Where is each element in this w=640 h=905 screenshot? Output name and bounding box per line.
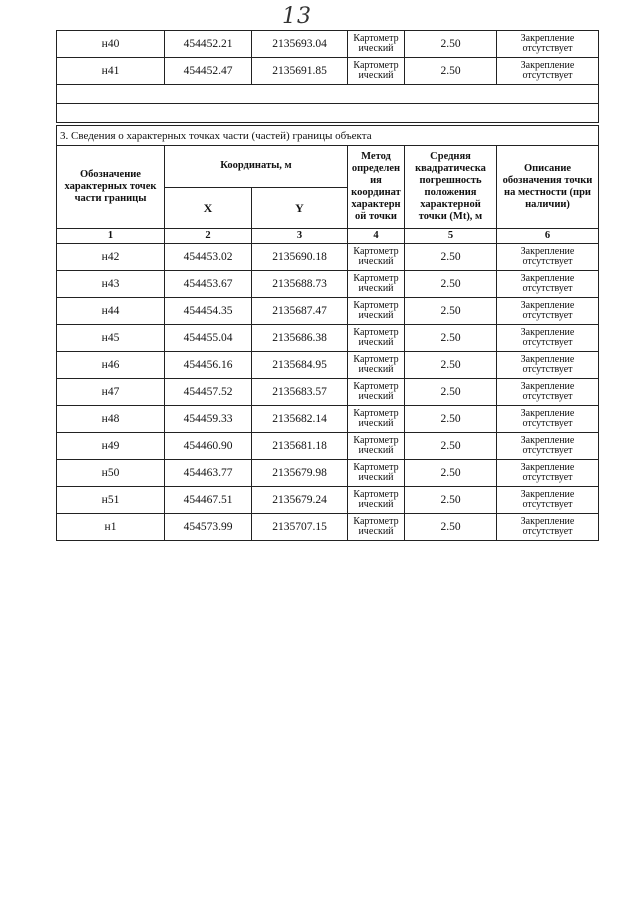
header-x: X — [165, 187, 252, 229]
coord-x: 454453.67 — [165, 271, 252, 298]
point-id: н44 — [57, 298, 165, 325]
coord-y: 2135679.98 — [252, 460, 348, 487]
description-cell: Закрепление отсутствует — [497, 460, 599, 487]
header-coordinates: Координаты, м — [165, 146, 348, 188]
header-designation: Обозначение характерных точек части границы — [57, 146, 165, 229]
method-cell: Картометр ический — [348, 271, 405, 298]
section-title: 3. Сведения о характерных точках части (частей) границы объекта — [57, 126, 599, 146]
col-number-5: 5 — [405, 229, 497, 244]
table-row — [57, 514, 599, 541]
table-row — [57, 271, 599, 298]
col-number-1: 1 — [57, 229, 165, 244]
method-cell: Картометр ический — [348, 244, 405, 271]
coord-y: 2135682.14 — [252, 406, 348, 433]
description-cell: Закрепление отсутствует — [497, 31, 599, 58]
method-cell: Картометр ический — [348, 406, 405, 433]
method-cell: Картометр ический — [348, 352, 405, 379]
point-id: н40 — [57, 31, 165, 58]
error-cell: 2.50 — [405, 379, 497, 406]
coord-x: 454452.21 — [165, 31, 252, 58]
header-y: Y — [252, 187, 348, 229]
description-cell: Закрепление отсутствует — [497, 379, 599, 406]
error-cell: 2.50 — [405, 58, 497, 85]
method-cell: Картометр ический — [348, 379, 405, 406]
top-continuation-table — [56, 30, 599, 123]
coord-y: 2135686.38 — [252, 325, 348, 352]
error-cell: 2.50 — [405, 352, 497, 379]
header-error: Средняя квадратическа погрешность положения характерной точки (Mt), м — [405, 146, 497, 229]
coord-x: 454457.52 — [165, 379, 252, 406]
point-id: н41 — [57, 58, 165, 85]
coord-y: 2135683.57 — [252, 379, 348, 406]
description-cell: Закрепление отсутствует — [497, 298, 599, 325]
point-id: н43 — [57, 271, 165, 298]
coord-x: 454459.33 — [165, 406, 252, 433]
point-id: н48 — [57, 406, 165, 433]
error-cell: 2.50 — [405, 244, 497, 271]
description-cell: Закрепление отсутствует — [497, 433, 599, 460]
point-id: н49 — [57, 433, 165, 460]
error-cell: 2.50 — [405, 325, 497, 352]
point-id: н1 — [57, 514, 165, 541]
error-cell: 2.50 — [405, 487, 497, 514]
coord-y: 2135693.04 — [252, 31, 348, 58]
header-description: Описание обозначения точки на местности (при наличии) — [497, 146, 599, 229]
error-cell: 2.50 — [405, 271, 497, 298]
coord-y: 2135690.18 — [252, 244, 348, 271]
table-row — [57, 31, 599, 58]
coord-y: 2135684.95 — [252, 352, 348, 379]
header-method: Метод определен ия координат характерн ой точки — [348, 146, 405, 229]
col-number-6: 6 — [497, 229, 599, 244]
coord-y: 2135707.15 — [252, 514, 348, 541]
method-cell: Картометр ический — [348, 514, 405, 541]
table-row — [57, 406, 599, 433]
method-cell: Картометр ический — [348, 298, 405, 325]
point-id: н42 — [57, 244, 165, 271]
empty-row — [57, 104, 599, 123]
description-cell: Закрепление отсутствует — [497, 325, 599, 352]
description-cell: Закрепление отсутствует — [497, 271, 599, 298]
point-id: н51 — [57, 487, 165, 514]
empty-row — [57, 85, 599, 104]
coord-y: 2135688.73 — [252, 271, 348, 298]
description-cell: Закрепление отсутствует — [497, 514, 599, 541]
point-id: н47 — [57, 379, 165, 406]
table-row — [57, 244, 599, 271]
method-cell: Картометр ический — [348, 325, 405, 352]
table-row — [57, 325, 599, 352]
table-row — [57, 433, 599, 460]
table-row — [57, 487, 599, 514]
point-id: н50 — [57, 460, 165, 487]
col-number-3: 3 — [252, 229, 348, 244]
point-id: н46 — [57, 352, 165, 379]
coord-y: 2135679.24 — [252, 487, 348, 514]
coord-x: 454454.35 — [165, 298, 252, 325]
col-number-2: 2 — [165, 229, 252, 244]
coord-x: 454453.02 — [165, 244, 252, 271]
point-id: н45 — [57, 325, 165, 352]
error-cell: 2.50 — [405, 298, 497, 325]
description-cell: Закрепление отсутствует — [497, 406, 599, 433]
coord-x: 454455.04 — [165, 325, 252, 352]
error-cell: 2.50 — [405, 460, 497, 487]
coord-x: 454467.51 — [165, 487, 252, 514]
error-cell: 2.50 — [405, 31, 497, 58]
table-row — [57, 58, 599, 85]
error-cell: 2.50 — [405, 514, 497, 541]
method-cell: Картометр ический — [348, 487, 405, 514]
table-row — [57, 298, 599, 325]
description-cell: Закрепление отсутствует — [497, 58, 599, 85]
method-cell: Картометр ический — [348, 58, 405, 85]
coord-x: 454463.77 — [165, 460, 252, 487]
table-row — [57, 379, 599, 406]
method-cell: Картометр ический — [348, 31, 405, 58]
table-row — [57, 352, 599, 379]
boundary-points-table — [56, 125, 599, 541]
description-cell: Закрепление отсутствует — [497, 244, 599, 271]
coord-x: 454573.99 — [165, 514, 252, 541]
method-cell: Картометр ический — [348, 460, 405, 487]
page-number: 13 — [282, 4, 312, 29]
coord-x: 454452.47 — [165, 58, 252, 85]
error-cell: 2.50 — [405, 406, 497, 433]
col-number-4: 4 — [348, 229, 405, 244]
coord-x: 454460.90 — [165, 433, 252, 460]
coord-x: 454456.16 — [165, 352, 252, 379]
method-cell: Картометр ический — [348, 433, 405, 460]
coord-y: 2135687.47 — [252, 298, 348, 325]
description-cell: Закрепление отсутствует — [497, 487, 599, 514]
table-row — [57, 460, 599, 487]
coord-y: 2135691.85 — [252, 58, 348, 85]
error-cell: 2.50 — [405, 433, 497, 460]
description-cell: Закрепление отсутствует — [497, 352, 599, 379]
coord-y: 2135681.18 — [252, 433, 348, 460]
